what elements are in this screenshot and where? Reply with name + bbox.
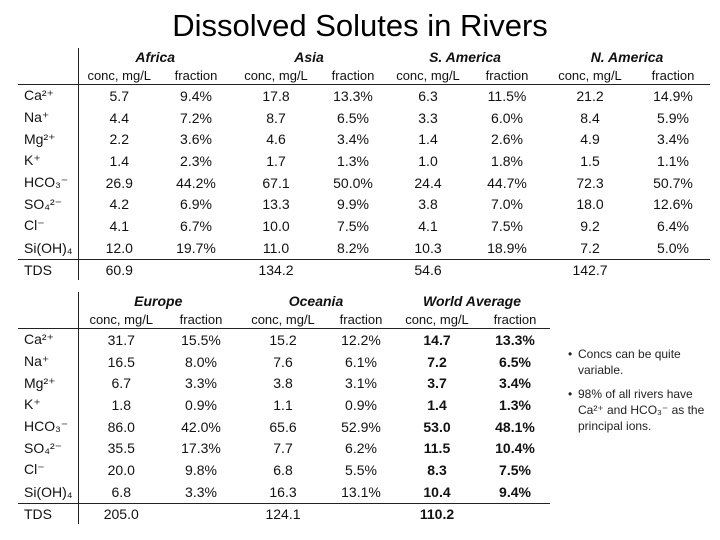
conc-cell: 6.3: [418, 87, 438, 104]
fraction-cell: 48.1%: [495, 418, 535, 435]
table-row: [18, 85, 710, 107]
conc-cell: 17.8: [262, 87, 290, 104]
fraction-cell: 44.2%: [176, 174, 216, 191]
region-n-america: N. America: [590, 49, 664, 65]
col-conc: conc, mg/L: [232, 66, 320, 85]
table-row: [18, 128, 710, 150]
tds-value: 205.0: [78, 503, 164, 524]
table-row: [18, 351, 550, 373]
conc-cell: 10.0: [262, 217, 290, 234]
conc-cell: 20.0: [107, 461, 135, 478]
conc-cell: 1.0: [418, 152, 438, 169]
note-item: • Concs can be quite variable.: [570, 346, 710, 378]
fraction-cell: 9.8%: [185, 461, 217, 478]
fraction-cell: 17.3%: [181, 440, 221, 457]
col-fraction: fraction: [480, 310, 550, 329]
ion-label: K⁺: [18, 150, 78, 172]
fraction-cell: 3.4%: [657, 131, 689, 148]
tds-value: 54.6: [386, 259, 470, 280]
conc-cell: 16.3: [269, 483, 297, 500]
tds-value: 142.7: [544, 259, 636, 280]
fraction-cell: 3.4%: [337, 131, 369, 148]
page-title: Dissolved Solutes in Rivers: [172, 8, 548, 43]
tds-label: TDS: [18, 503, 78, 524]
fraction-cell: 7.5%: [499, 461, 531, 478]
fraction-cell: 2.3%: [180, 152, 212, 169]
tds-value: 134.2: [232, 259, 320, 280]
fraction-cell: 3.6%: [180, 131, 212, 148]
conc-cell: 4.1: [418, 217, 438, 234]
conc-cell: 10.3: [414, 239, 442, 256]
ion-label: Ca²⁺: [18, 85, 78, 107]
table-row: [18, 150, 710, 172]
conc-cell: 67.1: [262, 174, 290, 191]
conc-cell: 6.8: [273, 461, 293, 478]
fraction-cell: 19.7%: [176, 239, 216, 256]
tds-empty: [328, 503, 394, 524]
fraction-cell: 7.5%: [337, 217, 369, 234]
fraction-cell: 8.2%: [337, 239, 369, 256]
fraction-cell: 8.0%: [185, 353, 217, 370]
ion-label: K⁺: [18, 394, 78, 416]
col-fraction: fraction: [328, 310, 394, 329]
fraction-cell: 6.2%: [345, 440, 377, 457]
conc-cell: 5.7: [109, 87, 129, 104]
region-header-row: [18, 48, 710, 66]
fraction-cell: 6.5%: [499, 353, 531, 370]
fraction-cell: 42.0%: [181, 418, 221, 435]
fraction-cell: 13.3%: [495, 331, 535, 348]
fraction-cell: 0.9%: [185, 396, 217, 413]
fraction-cell: 6.9%: [180, 196, 212, 213]
conc-cell: 3.7: [427, 375, 447, 392]
fraction-cell: 10.4%: [495, 440, 535, 457]
conc-cell: 26.9: [105, 174, 133, 191]
fraction-cell: 50.7%: [653, 174, 693, 191]
ion-label: SO₄²⁻: [18, 437, 78, 459]
conc-cell: 11.5: [423, 440, 451, 457]
conc-cell: 7.7: [273, 440, 293, 457]
tds-empty: [636, 259, 710, 280]
table-row: [18, 416, 550, 438]
region-africa: Africa: [135, 49, 176, 65]
tds-value: 124.1: [238, 503, 328, 524]
conc-cell: 12.0: [105, 239, 133, 256]
col-fraction: fraction: [320, 66, 386, 85]
tds-empty: [164, 503, 238, 524]
conc-cell: 8.3: [427, 461, 447, 478]
conc-cell: 1.4: [418, 131, 438, 148]
conc-cell: 86.0: [107, 418, 135, 435]
conc-cell: 1.8: [111, 396, 131, 413]
conc-cell: 65.6: [269, 418, 297, 435]
fraction-cell: 13.3%: [333, 87, 373, 104]
conc-cell: 21.2: [576, 87, 604, 104]
fraction-cell: 7.0%: [491, 196, 523, 213]
fraction-cell: 6.5%: [337, 109, 369, 126]
conc-cell: 6.7: [111, 375, 131, 392]
ion-label: Si(OH)₄: [18, 481, 78, 503]
ion-label: Cl⁻: [18, 215, 78, 237]
fraction-cell: 2.6%: [491, 131, 523, 148]
fraction-cell: 18.9%: [487, 239, 527, 256]
conc-cell: 1.4: [427, 396, 447, 413]
region-header-row: [18, 292, 550, 310]
fraction-cell: 6.0%: [491, 109, 523, 126]
conc-cell: 7.2: [580, 239, 600, 256]
conc-cell: 18.0: [576, 196, 604, 213]
solutes-table-bottom: [18, 292, 550, 524]
conc-cell: 7.2: [427, 353, 447, 370]
conc-cell: 1.4: [109, 152, 129, 169]
conc-cell: 4.2: [109, 196, 129, 213]
ion-label: HCO₃⁻: [18, 416, 78, 438]
ion-label: Ca²⁺: [18, 329, 78, 351]
region-asia: Asia: [294, 49, 324, 65]
conc-cell: 72.3: [576, 174, 604, 191]
fraction-cell: 3.3%: [185, 483, 217, 500]
ion-label: Na⁺: [18, 107, 78, 129]
conc-cell: 24.4: [414, 174, 442, 191]
conc-cell: 1.7: [266, 152, 286, 169]
tds-empty: [480, 503, 550, 524]
region-world-average: World Average: [422, 293, 522, 309]
col-fraction: fraction: [164, 310, 238, 329]
conc-cell: 3.3: [418, 109, 438, 126]
col-conc: conc, mg/L: [386, 66, 470, 85]
fraction-cell: 9.4%: [180, 87, 212, 104]
conc-cell: 6.8: [111, 483, 131, 500]
conc-cell: 53.0: [423, 418, 451, 435]
col-fraction: fraction: [470, 66, 544, 85]
fraction-cell: 6.4%: [657, 217, 689, 234]
conc-cell: 10.4: [423, 483, 451, 500]
conc-cell: 1.5: [580, 152, 600, 169]
conc-cell: 15.2: [269, 331, 297, 348]
fraction-cell: 1.3%: [337, 152, 369, 169]
table-row: [18, 193, 710, 215]
table-row: [18, 481, 550, 503]
ion-label: HCO₃⁻: [18, 172, 78, 194]
fraction-cell: 11.5%: [487, 87, 527, 104]
note-item: • 98% of all rivers have Ca²⁺ and HCO₃⁻ as the principal ions.: [570, 386, 710, 434]
ion-label: Cl⁻: [18, 459, 78, 481]
fraction-cell: 1.3%: [499, 396, 531, 413]
fraction-cell: 3.1%: [345, 375, 377, 392]
ion-label: Na⁺: [18, 351, 78, 373]
tds-empty: [320, 259, 386, 280]
fraction-cell: 6.7%: [180, 217, 212, 234]
conc-cell: 8.4: [580, 109, 600, 126]
conc-cell: 4.9: [580, 131, 600, 148]
region-oceania: Oceania: [288, 293, 344, 309]
conc-cell: 4.4: [109, 109, 129, 126]
col-conc: conc, mg/L: [394, 310, 480, 329]
fraction-cell: 13.1%: [341, 483, 381, 500]
col-fraction: fraction: [160, 66, 232, 85]
fraction-cell: 44.7%: [487, 174, 527, 191]
col-conc: conc, mg/L: [78, 310, 164, 329]
table-row: [18, 215, 710, 237]
fraction-cell: 12.2%: [341, 331, 381, 348]
conc-cell: 4.6: [266, 131, 286, 148]
conc-cell: 11.0: [262, 239, 290, 256]
region-s-america: S. America: [429, 49, 501, 65]
table-row: [18, 107, 710, 129]
conc-cell: 7.6: [273, 353, 293, 370]
fraction-cell: 0.9%: [345, 396, 377, 413]
fraction-cell: 9.9%: [337, 196, 369, 213]
ion-label: Mg²⁺: [18, 372, 78, 394]
tds-row: [18, 503, 550, 524]
fraction-cell: 1.1%: [657, 152, 689, 169]
solutes-table-top: [18, 48, 710, 280]
fraction-cell: 15.5%: [181, 331, 221, 348]
col-conc: conc, mg/L: [78, 66, 160, 85]
fraction-cell: 3.3%: [185, 375, 217, 392]
table-row: [18, 437, 550, 459]
conc-cell: 31.7: [107, 331, 135, 348]
conc-cell: 9.2: [580, 217, 600, 234]
col-conc: conc, mg/L: [544, 66, 636, 85]
table-row: [18, 172, 710, 194]
region-europe: Europe: [134, 293, 183, 309]
table-row: [18, 459, 550, 481]
ion-label: Mg²⁺: [18, 128, 78, 150]
conc-cell: 4.1: [109, 217, 129, 234]
tds-row: [18, 259, 710, 280]
fraction-cell: 6.1%: [345, 353, 377, 370]
conc-cell: 13.3: [262, 196, 290, 213]
notes-list: [560, 346, 710, 442]
fraction-cell: 50.0%: [333, 174, 373, 191]
conc-cell: 3.8: [418, 196, 438, 213]
ion-label: Si(OH)₄: [18, 237, 78, 259]
fraction-cell: 5.9%: [657, 109, 689, 126]
conc-cell: 14.7: [423, 331, 451, 348]
col-fraction: fraction: [636, 66, 710, 85]
tds-label: TDS: [18, 259, 78, 280]
table-row: [18, 372, 550, 394]
fraction-cell: 3.4%: [499, 375, 531, 392]
fraction-cell: 52.9%: [341, 418, 381, 435]
conc-cell: 16.5: [107, 353, 135, 370]
conc-cell: 1.1: [273, 396, 293, 413]
fraction-cell: 9.4%: [499, 483, 531, 500]
tds-empty: [470, 259, 544, 280]
column-header-row: [18, 66, 710, 85]
fraction-cell: 1.8%: [491, 152, 523, 169]
conc-cell: 8.7: [266, 109, 286, 126]
fraction-cell: 5.5%: [345, 461, 377, 478]
fraction-cell: 7.2%: [180, 109, 212, 126]
fraction-cell: 5.0%: [657, 239, 689, 256]
col-conc: conc, mg/L: [238, 310, 328, 329]
table-row: [18, 329, 550, 351]
fraction-cell: 14.9%: [653, 87, 693, 104]
conc-cell: 2.2: [109, 131, 129, 148]
column-header-row: [18, 310, 550, 329]
table-row: [18, 237, 710, 259]
tds-value: 110.2: [394, 503, 480, 524]
conc-cell: 3.8: [273, 375, 293, 392]
table-row: [18, 394, 550, 416]
tds-empty: [160, 259, 232, 280]
fraction-cell: 7.5%: [491, 217, 523, 234]
ion-label: SO₄²⁻: [18, 193, 78, 215]
fraction-cell: 12.6%: [653, 196, 693, 213]
conc-cell: 35.5: [107, 440, 135, 457]
tds-value: 60.9: [78, 259, 160, 280]
